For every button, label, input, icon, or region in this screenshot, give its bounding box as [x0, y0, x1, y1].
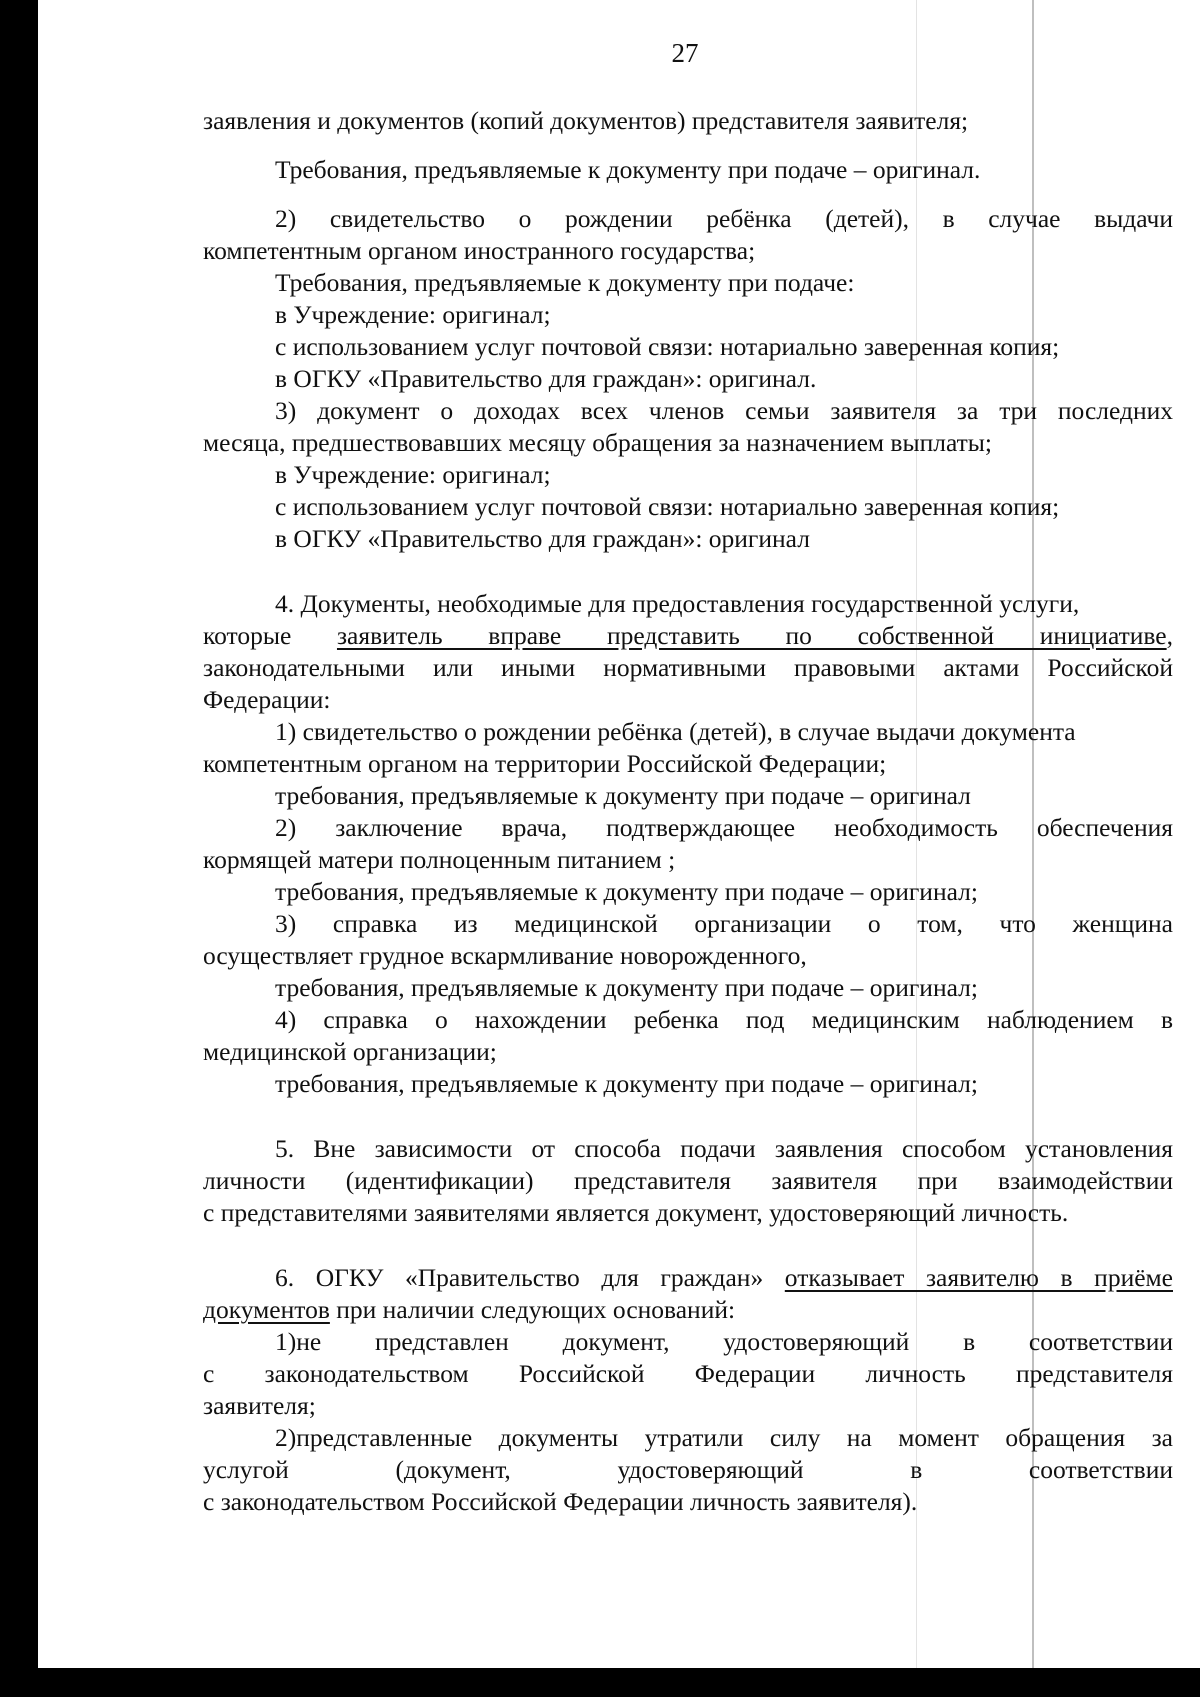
text-line: Требования, предъявляемые к документу при подаче – оригинал.	[275, 155, 981, 184]
text-line: кормящей матери полноценным питанием ;	[203, 845, 676, 874]
text-line: заявителя;	[203, 1391, 316, 1420]
text-line: требования, предъявляемые к документу при подаче – оригинал;	[275, 973, 978, 1002]
text-line: с представителями заявителями является документ, удостоверяющий личность.	[203, 1198, 1069, 1227]
page-number-container	[0, 38, 1200, 69]
text-line: медицинской организации;	[203, 1037, 497, 1066]
text-line: 2) заключение врача, подтверждающее необходимость обеспечения	[275, 813, 1173, 842]
text-line	[203, 620, 1173, 652]
text-line: 2)представленные документы утратили силу на момент обращения за	[275, 1423, 1173, 1452]
text-line: 3) справка из медицинской организации о том, что женщина	[275, 909, 1173, 938]
text-line: в Учреждение: оригинал;	[275, 300, 551, 329]
text-line: месяца, предшествовавших месяцу обращения за назначением выплаты;	[203, 428, 992, 457]
text-segment: которые	[203, 621, 337, 650]
text-line: 2) свидетельство о рождении ребёнка (детей), в случае выдачи	[275, 204, 1173, 233]
scan-bottom-edge	[0, 1668, 1200, 1697]
text-segment: 6. ОГКУ «Правительство для граждан»	[275, 1263, 785, 1292]
text-line: с законодательством Российской Федерации личность заявителя).	[203, 1487, 918, 1516]
text-line: с использованием услуг почтовой связи: нотариально заверенная копия;	[275, 492, 1060, 521]
text-line: 1)не представлен документ, удостоверяющий в соответствии	[275, 1327, 1173, 1356]
text-line: 1) свидетельство о рождении ребёнка (детей), в случае выдачи документа	[275, 717, 1076, 746]
text-line: компетентным органом на территории Российской Федерации;	[203, 749, 887, 778]
text-line	[203, 1262, 1173, 1294]
text-line: требования, предъявляемые к документу при подаче – оригинал	[275, 781, 971, 810]
scan-left-edge	[0, 0, 38, 1690]
text-line: заявления и документов (копий документов) представителя заявителя;	[203, 106, 969, 135]
text-line: в ОГКУ «Правительство для граждан»: оригинал.	[275, 364, 817, 393]
text-segment: ,	[1166, 621, 1173, 650]
text-line: Требования, предъявляемые к документу при подаче:	[275, 268, 855, 297]
underlined-text: заявитель вправе представить по собственной инициативе	[336, 621, 1167, 650]
text-line: осуществляет грудное вскармливание новорожденного,	[203, 941, 807, 970]
text-line: с законодательством Российской Федерации личность представителя	[203, 1359, 1173, 1388]
text-line: Федерации:	[203, 685, 331, 714]
document-body	[203, 105, 1173, 1518]
text-line: требования, предъявляемые к документу при подаче – оригинал;	[275, 877, 978, 906]
text-line: требования, предъявляемые к документу при подаче – оригинал;	[275, 1069, 978, 1098]
text-line: законодательными или иными нормативными правовыми актами Российской	[203, 653, 1173, 682]
text-line: с использованием услуг почтовой связи: нотариально заверенная копия;	[275, 332, 1060, 361]
text-line: 4) справка о нахождении ребенка под медицинским наблюдением в	[275, 1005, 1173, 1034]
underlined-text: отказывает заявителю в приёме	[784, 1263, 1173, 1292]
page-number: 27	[671, 38, 699, 68]
text-segment: при наличии следующих оснований:	[329, 1295, 736, 1324]
underlined-text: документов	[203, 1295, 330, 1324]
text-line: 4. Документы, необходимые для предоставления государственной услуги,	[275, 589, 1080, 618]
text-line: в ОГКУ «Правительство для граждан»: оригинал	[275, 524, 810, 553]
text-line: личности (идентификации) представителя заявителя при взаимодействии	[203, 1166, 1173, 1195]
text-line	[203, 1294, 1173, 1326]
text-line: 5. Вне зависимости от способа подачи заявления способом установления	[275, 1134, 1173, 1163]
text-line: компетентным органом иностранного государства;	[203, 236, 756, 265]
text-line: 3) документ о доходах всех членов семьи заявителя за три последних	[275, 396, 1173, 425]
text-line: в Учреждение: оригинал;	[275, 460, 551, 489]
text-line: услугой (документ, удостоверяющий в соответствии	[203, 1455, 1173, 1484]
